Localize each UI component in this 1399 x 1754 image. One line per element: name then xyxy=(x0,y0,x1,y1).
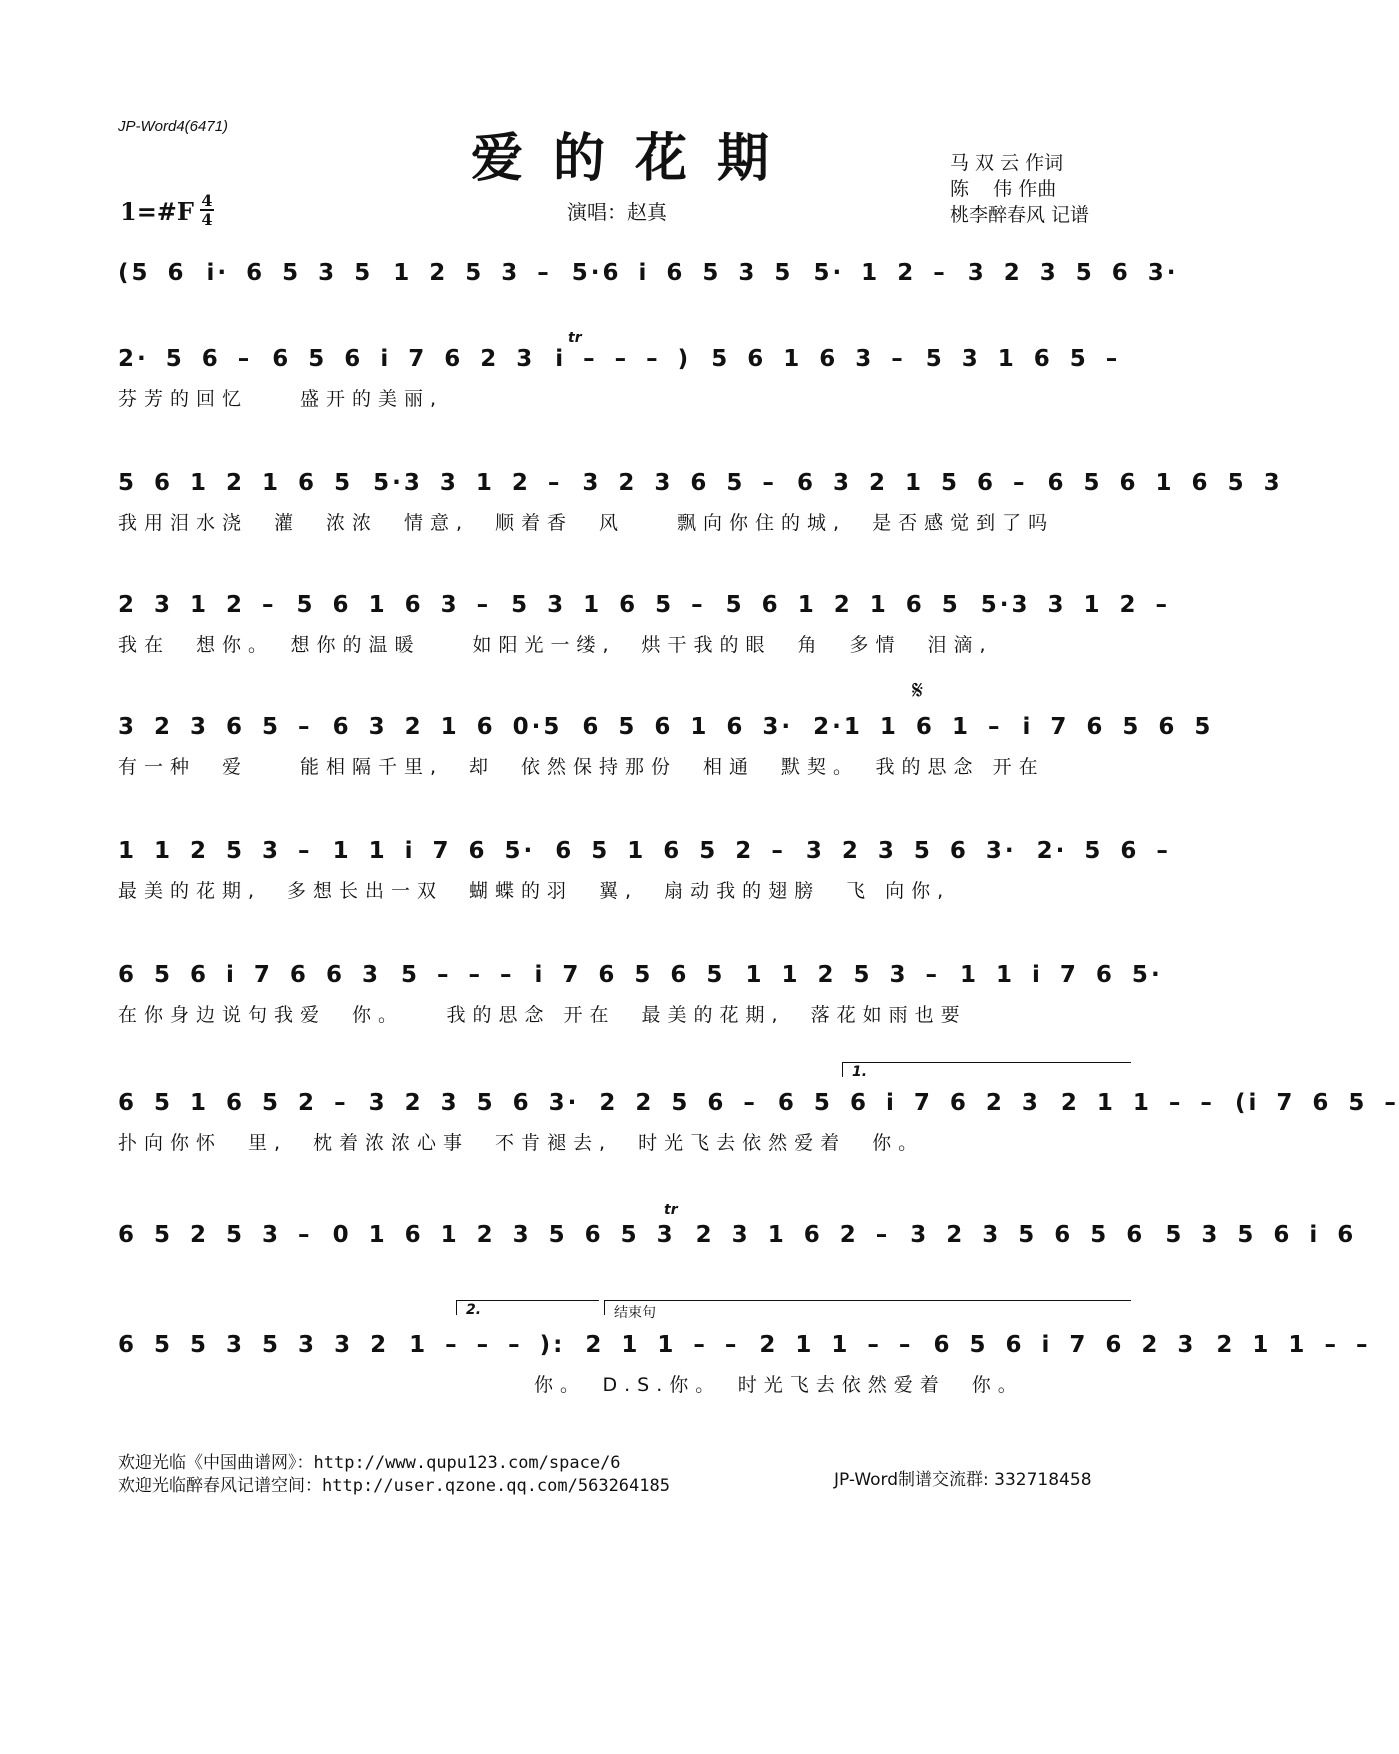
measure: 6 3 2 1 6 0·5 xyxy=(332,714,563,740)
measure: 5 6 1 6 3 – xyxy=(296,592,492,618)
measure: (i 7 6 5 – xyxy=(1234,1090,1399,1116)
notes-line xyxy=(118,468,1283,498)
measure: 1 1 2 5 3 – xyxy=(745,962,940,988)
measure: 1 1 i 7 6 5· xyxy=(960,962,1163,988)
notes-line xyxy=(118,258,1179,288)
measure: 2 3 1 6 2 – xyxy=(695,1222,891,1248)
trill-mark-1: tr xyxy=(568,330,582,346)
composer-credit: 陈 伟 作曲 xyxy=(950,178,1057,200)
measure: 1 1 i 7 6 5· xyxy=(332,838,536,864)
lyrics-line: 我在 想你。 想你的温暖 如阳光一缕, 烘干我的眼 角 多情 泪滴, xyxy=(118,634,993,656)
score-system xyxy=(118,1220,1357,1286)
measure: i – – – ) xyxy=(555,346,692,372)
measure: 6 5 6 i 7 6 2 3 xyxy=(272,346,536,372)
lyrics-line xyxy=(118,298,1130,324)
measure: 2 1 1 – – xyxy=(759,1332,914,1358)
measure: 3 2 3 5 6 5 6 xyxy=(910,1222,1146,1248)
measure: 5·6 i 6 5 3 5 xyxy=(571,260,794,286)
measure: i 7 6 5 6 5 xyxy=(1022,714,1214,740)
score-system xyxy=(118,1088,1399,1154)
notes-line xyxy=(118,712,1214,742)
time-signature xyxy=(200,192,214,228)
score-system xyxy=(118,258,1179,324)
ending-label: 结束句 xyxy=(614,1305,656,1321)
measure: 2· 5 6 – xyxy=(1036,838,1171,864)
source-tag: JP-Word4(6471) xyxy=(118,118,229,135)
measure: 6 5 6 i 7 6 2 3 xyxy=(933,1332,1197,1358)
measure: 5·3 3 1 2 – xyxy=(980,592,1171,618)
measure: 2 1 1 – – xyxy=(585,1332,740,1358)
measure: i· 6 5 3 5 xyxy=(206,260,374,286)
score-system xyxy=(118,1330,1371,1396)
ending-bracket xyxy=(604,1300,1131,1315)
measure: 3 2 3 6 5 – xyxy=(582,470,777,496)
meter-top: 4 xyxy=(201,191,213,210)
lyrics-line: 你。 D.S.你。 时光飞去依然爱着 你。 xyxy=(118,1374,1024,1396)
notes-line xyxy=(118,1088,1399,1118)
lyrics-line: 在你身边说句我爱 你。 我的思念 开在 最美的花期, 落花如雨也要 xyxy=(118,1004,967,1026)
measure: 6 5 5 3 5 3 3 2 xyxy=(118,1332,390,1358)
measure: 3 2 3 6 5 – xyxy=(118,714,313,740)
measure: 3 2 3 5 6 3· xyxy=(967,260,1179,286)
measure: 2 1 1 – – xyxy=(1060,1090,1215,1116)
measure: 5·3 3 1 2 – xyxy=(373,470,563,496)
notes-line xyxy=(118,590,1171,620)
score-system xyxy=(118,712,1214,778)
trill-mark-2: tr xyxy=(664,1202,678,1218)
volta-1-label: 1. xyxy=(852,1064,868,1080)
transcriber-credit: 桃李醉春风 记谱 xyxy=(950,204,1090,226)
lyrics-line xyxy=(118,1260,1130,1286)
footer-group: JP-Word制谱交流群: 332718458 xyxy=(834,1470,1092,1490)
meter-bottom: 4 xyxy=(201,210,213,229)
notes-line xyxy=(118,344,1130,374)
measure: 6 3 2 1 5 6 – xyxy=(796,470,1028,496)
score-system xyxy=(118,960,1163,1026)
measure: 1 – – – ): xyxy=(409,1332,566,1358)
measure: 5 6 1 6 3 – xyxy=(711,346,906,372)
footer-links xyxy=(118,1452,670,1498)
measure: 1 2 5 3 – xyxy=(393,260,552,286)
measure: 6 5 6 1 6 5 3 xyxy=(1047,470,1283,496)
notes-line xyxy=(118,1220,1357,1250)
measure: 5 3 1 6 5 – xyxy=(511,592,706,618)
song-title: 爱的花期 xyxy=(470,128,799,189)
measure: (5 6 xyxy=(118,260,187,286)
segno-sign: 𝄋 xyxy=(912,676,924,706)
lyrics-line: 有一种 爱 能相隔千里, 却 依然保持那份 相通 默契。 我的思念 开在 xyxy=(118,756,1045,778)
credits xyxy=(950,150,1130,228)
measure: 0 1 6 1 2 3 5 6 5 3 xyxy=(332,1222,676,1248)
measure: 6 5 1 6 5 2 – xyxy=(118,1090,349,1116)
notes-line xyxy=(118,1330,1371,1360)
measure: 6 5 6 i 7 6 6 3 xyxy=(118,962,381,988)
measure: 2 1 1 – – xyxy=(1216,1332,1371,1358)
measure: 6 5 1 6 5 2 – xyxy=(555,838,786,864)
measure: 2·1 1 6 1 – xyxy=(813,714,1003,740)
volta-1-bracket xyxy=(842,1062,1131,1077)
volta-2-label: 2. xyxy=(466,1302,482,1318)
score-system xyxy=(118,836,1171,902)
lyrics-line: 扑向你怀 里, 枕着浓浓心事 不肯褪去, 时光飞去依然爱着 你。 xyxy=(118,1132,925,1154)
measure: i 7 6 5 6 5 xyxy=(534,962,726,988)
measure: 2 3 1 2 – xyxy=(118,592,277,618)
footer-link-qupu[interactable]: 欢迎光临《中国曲谱网》：http://www.qupu123.com/space/6 xyxy=(118,1453,621,1473)
measure: 2 2 5 6 – xyxy=(599,1090,758,1116)
measure: 6 5 6 i 7 6 2 3 xyxy=(777,1090,1041,1116)
measure: 5 3 5 6 i 6 xyxy=(1165,1222,1357,1248)
lyricist-credit: 马 双 云 作词 xyxy=(950,152,1064,174)
score-system xyxy=(118,590,1171,656)
measure: 3 2 3 5 6 3· xyxy=(805,838,1017,864)
lyrics-line: 芬芳的回忆 盛开的美丽, xyxy=(118,388,444,410)
measure: 6 5 2 5 3 – xyxy=(118,1222,313,1248)
footer-link-qzone[interactable]: 欢迎光临醉春风记谱空间：http://user.qzone.qq.com/563264185 xyxy=(118,1476,670,1496)
measure: 1 1 2 5 3 – xyxy=(118,838,313,864)
score-system xyxy=(118,344,1130,410)
lyrics-line: 最美的花期, 多想长出一双 蝴蝶的羽 翼, 扇动我的翅膀 飞 向你, xyxy=(118,880,951,902)
measure: 5· 1 2 – xyxy=(813,260,948,286)
singer: 演唱：赵真 xyxy=(567,200,667,224)
notes-line xyxy=(118,960,1163,990)
measure: 6 5 6 1 6 3· xyxy=(582,714,794,740)
key-signature: 1=#F xyxy=(120,197,194,226)
measure: 5 – – – xyxy=(400,962,515,988)
notes-line xyxy=(118,836,1171,866)
measure: 5 6 1 2 1 6 5 xyxy=(118,470,354,496)
score-system xyxy=(118,468,1283,534)
measure: 5 6 1 2 1 6 5 xyxy=(725,592,961,618)
lyrics-line: 我用泪水浇 灌 浓浓 情意, 顺着香 风 飘向你住的城, 是否感觉到了吗 xyxy=(118,512,1055,534)
measure: 3 2 3 5 6 3· xyxy=(368,1090,580,1116)
measure: 5 3 1 6 5 – xyxy=(925,346,1121,372)
measure: 2· 5 6 – xyxy=(118,346,253,372)
